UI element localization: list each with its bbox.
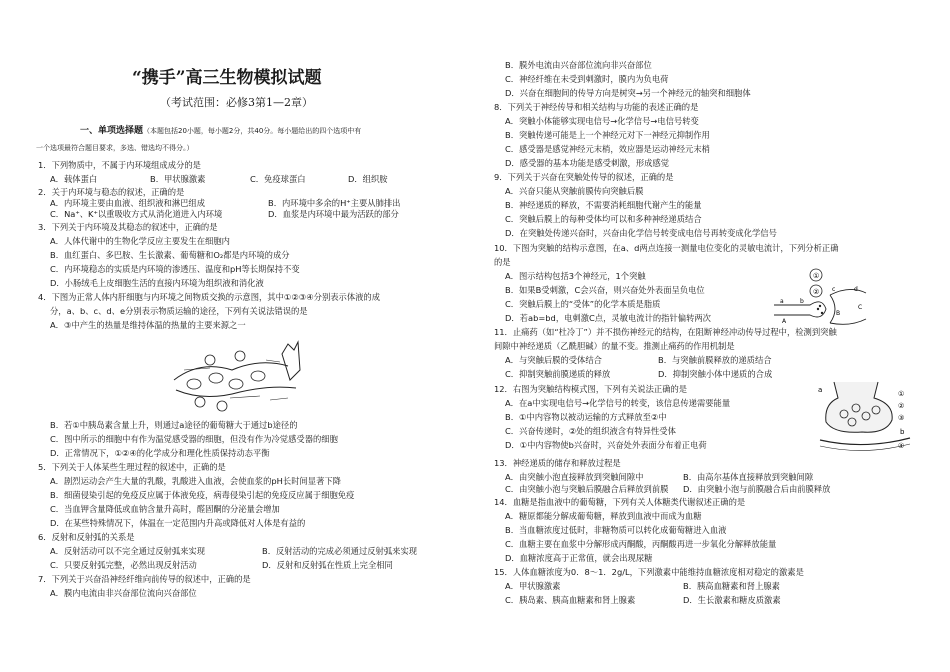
fig10-label: a <box>780 298 784 305</box>
option: C．神经纤维在未受到刺激时，膜内为负电荷 <box>505 74 669 84</box>
question-9: 9．下列关于兴奋在突触处传导的叙述，正确的是 <box>494 172 674 182</box>
option: C．胰岛素、胰高血糖素和肾上腺素 <box>505 595 636 605</box>
section-heading-row <box>80 125 361 137</box>
option: B．反射活动的完成必须通过反射弧来实现 <box>262 546 418 556</box>
option: A．膜内电流由非兴奋部位流向兴奋部位 <box>50 588 197 598</box>
question-11: 11．止痛药（如“杜冷丁”）并不损伤神经元的结构，在阻断神经冲动传导过程中，检测到突触 <box>494 327 837 337</box>
option: A．反射活动可以不完全通过反射弧来实现 <box>50 546 206 556</box>
option: C．内环境稳态的实质是内环境的渗透压、温度和pH等长期保持不变 <box>50 264 300 274</box>
fig10-label: ② <box>813 288 820 296</box>
question-8: 8．下列关于神经传导和相关结构与功能的表述正确的是 <box>494 102 699 112</box>
option: A．由突触小泡直接释放到突触间隙中 <box>505 472 644 482</box>
option: B．血红蛋白、多巴胺、生长激素、葡萄糖和O₂都是内环境的成分 <box>50 250 290 260</box>
fig10-label: b <box>800 298 804 305</box>
option: B．由高尔基体直接释放到突触间隙 <box>683 472 814 482</box>
option: D．若ab=bd，电刺激C点，灵敏电流计的指针偏转两次 <box>505 313 711 323</box>
option: B．若①中胰岛素含量上升，则通过a途径的葡萄糖大于通过b途径的 <box>50 420 298 430</box>
option: D．①中内容物使b兴奋时，兴奋处外表面分布着正电荷 <box>505 440 707 450</box>
question-15: 15．人体血糖浓度为0．8～1．2g/L，下列激素中能维持血糖浓度相对稳定的激素是 <box>494 567 804 577</box>
question-4: 4．下图为正常人体内肝细胞与内环境之间物质交换的示意图，其中①②③④分别表示体液的成 <box>38 292 381 302</box>
question-4-cont: 分，a、b、c、d、e分别表示物质运输的途径，下列有关说法错误的是 <box>50 306 308 316</box>
option: D．感受器的基本功能是感受刺激，形成感觉 <box>505 158 670 168</box>
option: D．在突触处传递兴奋时，兴奋由化学信号转变成电信号再转变成化学信号 <box>505 228 777 238</box>
exam-scope: （考试范围：必修3第1—2章） <box>160 96 313 109</box>
option: B．当血糖浓度过低时，非糖物质可以转化成葡萄糖进入血液 <box>505 525 727 535</box>
section-heading: 一、单项选择题 <box>80 126 144 136</box>
option: B．胰高血糖素和肾上腺素 <box>683 581 780 591</box>
option: C．当血钾含量降低或血钠含量升高时，醛固酮的分泌量会增加 <box>50 504 280 514</box>
fig12-label: ② <box>898 402 905 410</box>
option: C．由突触小泡与突触后膜融合后释放到前膜 <box>505 484 669 494</box>
option: A．甲状腺激素 <box>505 581 561 591</box>
question-13: 13．神经递质的储存和释放过程是 <box>494 458 621 468</box>
section-instructions-2: 一个选项最符合题目要求，多选、错选均不得分。） <box>36 144 194 152</box>
option: D．由突触小泡与前膜融合后由前膜释放 <box>683 484 831 494</box>
fig10-label: c <box>832 286 836 293</box>
page-title: “携手”高三生物模拟试题 <box>132 68 322 88</box>
option: D．兴奋在细胞间的传导方向是树突→另一个神经元的轴突和细胞体 <box>505 88 751 98</box>
option: A．人体代谢中的生物化学反应主要发生在细胞内 <box>50 236 230 246</box>
fig12-label: ① <box>898 390 905 398</box>
liver-cell-exchange-diagram <box>170 340 310 418</box>
option: D．在某些特殊情况下，体温在一定范围内升高或降低对人体是有益的 <box>50 518 306 528</box>
option: B．突触传递可能是上一个神经元对下一神经元抑制作用 <box>505 130 710 140</box>
question-14: 14．血糖是指血液中的葡萄糖，下列有关人体糖类代谢叙述正确的是 <box>494 497 746 507</box>
fig12-label: ③ <box>898 414 905 422</box>
fig12-label: ④ <box>898 442 905 450</box>
option: A．载体蛋白 <box>50 174 98 184</box>
question-6: 6．反射和反射弧的关系是 <box>38 532 135 542</box>
option: B．内环境中多余的H⁺主要从肺排出 <box>268 198 401 208</box>
option: A．兴奋只能从突触前膜传向突触后膜 <box>505 186 644 196</box>
option: C．只要反射弧完整，必然出现反射活动 <box>50 560 197 570</box>
option: A．剧烈运动会产生大量的乳酸，乳酸进入血液，会使血浆的pH长时间显著下降 <box>50 476 341 486</box>
option: A．与突触后膜的受体结合 <box>505 355 602 365</box>
question-2: 2．关于内环境与稳态的叙述，正确的是 <box>38 187 185 197</box>
question-3: 3．下列关于内环境及其稳态的叙述中，正确的是 <box>38 222 218 232</box>
option: B．神经递质的释放，不需要消耗细胞代谢产生的能量 <box>505 200 702 210</box>
question-5: 5．下列关于人体某些生理过程的叙述中，正确的是 <box>38 462 226 472</box>
option: C．免疫球蛋白 <box>250 174 306 184</box>
option: B．甲状腺激素 <box>150 174 206 184</box>
option: B．膜外电流由兴奋部位流向非兴奋部位 <box>505 60 652 70</box>
option: A．在a中实现电信号→化学信号的转变，该信息传递需要能量 <box>505 398 731 408</box>
option: C．血糖主要在血浆中分解形成丙酮酸，丙酮酸再进一步氧化分解释放能量 <box>505 539 777 549</box>
option: B．细菌侵染引起的免疫反应属于体液免疫，病毒侵染引起的免疫反应属于细胞免疫 <box>50 490 355 500</box>
fig12-label: a <box>818 386 823 394</box>
question-1: 1．下列物质中，不属于内环境组成成分的是 <box>38 160 201 170</box>
question-7: 7．下列关于兴奋沿神经纤维向前传导的叙述中，正确的是 <box>38 574 251 584</box>
fig12-label: b <box>900 428 905 436</box>
fig10-label: ① <box>813 272 820 280</box>
synapse-structure-diagram <box>814 378 914 454</box>
option: C．突触后膜上的“受体”的化学本质是脂质 <box>505 299 661 309</box>
question-10-cont: 的是 <box>494 257 511 267</box>
fig10-label: d <box>854 286 858 293</box>
option: C．抑制突触前膜递质的释放 <box>505 369 611 379</box>
option: D．正常情况下，①②④的化学成分和理化性质保持动态平衡 <box>50 448 270 458</box>
option: B．与突触前膜释放的递质结合 <box>658 355 772 365</box>
synapse-galvanometer-diagram <box>770 265 870 327</box>
option: D．血浆是内环境中最为活跃的部分 <box>268 209 399 219</box>
option: B．①中内容物以被动运输的方式释放至②中 <box>505 412 667 422</box>
question-10: 10．下图为突触的结构示意图，在a、d两点连接一测量电位变化的灵敏电流计，下列分析正确 <box>494 243 839 253</box>
option: C．突触后膜上的每种受体均可以和多种神经递质结合 <box>505 214 702 224</box>
fig10-label: A <box>782 318 787 325</box>
fig10-label: C <box>858 304 863 311</box>
option: C．图中所示的细胞中有作为温觉感受器的细胞，但没有作为冷觉感受器的细胞 <box>50 434 338 444</box>
option: A．突触小体能够实现电信号→化学信号→电信号转变 <box>505 116 699 126</box>
option: A．图示结构包括3个神经元，1个突触 <box>505 271 646 281</box>
option: A．糖原都能分解成葡萄糖，释放到血液中而成为血糖 <box>505 511 702 521</box>
option: D．生长激素和糖皮质激素 <box>683 595 781 605</box>
option: B．如果B受刺激，C会兴奋，则兴奋处外表面呈负电位 <box>505 285 705 295</box>
option: D．组织胺 <box>348 174 388 184</box>
option: D．血糖浓度高于正常值，就会出现尿糖 <box>505 553 653 563</box>
question-12: 12．右图为突触结构模式图，下列有关说法正确的是 <box>494 384 688 394</box>
option: D．反射和反射弧在性质上完全相同 <box>262 560 393 570</box>
section-instructions-1: （本题包括20小题，每小题2分，共40分。每小题给出的四个选项中有 <box>143 127 362 135</box>
fig10-label: B <box>836 310 841 317</box>
option: A．内环境主要由血液、组织液和淋巴组成 <box>50 198 206 208</box>
option: C．感受器是感觉神经元末梢，效应器是运动神经元末梢 <box>505 144 710 154</box>
option: C．Na⁺、K⁺以重吸收方式从消化道进入内环境 <box>50 209 223 219</box>
option: A．③中产生的热量是维持体温的热量的主要来源之一 <box>50 320 246 330</box>
question-11-cont: 间隙中神经递质（乙酰胆碱）的量不变。推测止痛药的作用机制是 <box>494 341 735 351</box>
option: D．抑制突触小体中递质的合成 <box>658 369 773 379</box>
option: C．兴奋传递时，②处的组织液含有特异性受体 <box>505 426 676 436</box>
option: D．小肠绒毛上皮细胞生活的直接内环境为组织液和消化液 <box>50 278 264 288</box>
